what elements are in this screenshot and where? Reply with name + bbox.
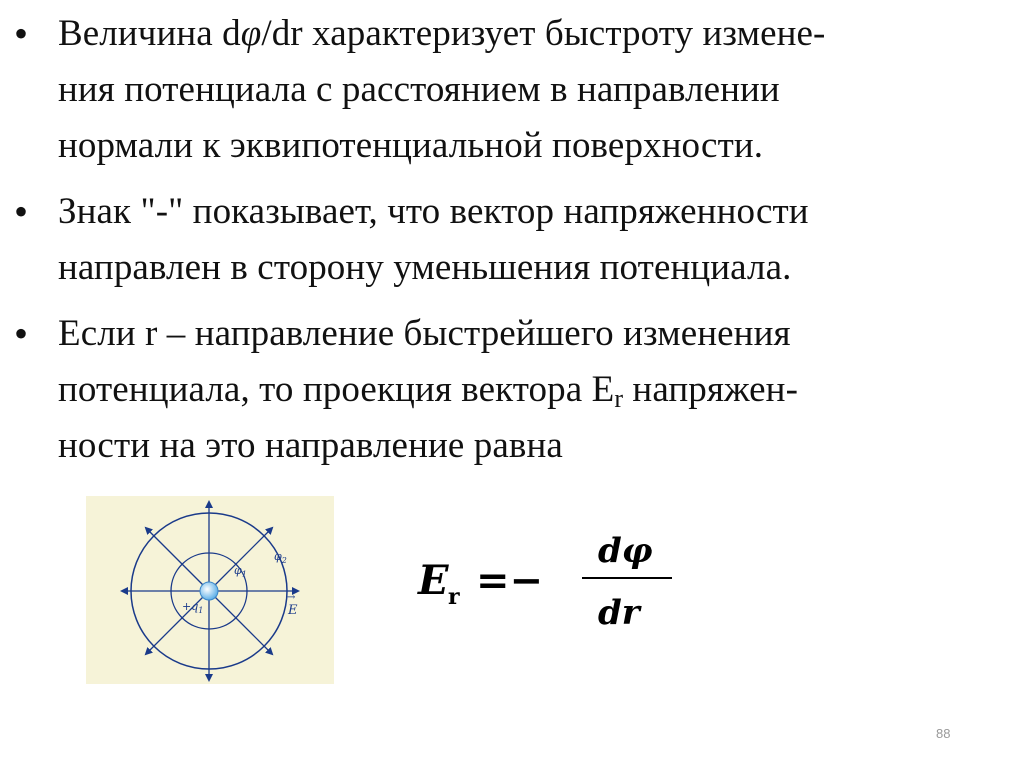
- field-projection-formula: [410, 520, 690, 640]
- field-line-down-right: [209, 591, 272, 654]
- text-line: нормали к эквипотенциальной поверхности.: [58, 125, 764, 166]
- subscript-r: r: [614, 384, 624, 413]
- phi-symbol: φ: [240, 13, 262, 54]
- field-line-up-left: [146, 528, 209, 591]
- formula-lhs-sub: r: [448, 584, 460, 610]
- formula-equals-minus: =−: [476, 557, 544, 604]
- page-number: 88: [936, 726, 951, 741]
- text-line: Величина dφ/dr характеризует быстроту измене-: [58, 13, 826, 54]
- bullet-marker: •: [14, 189, 29, 234]
- field-line-up-right: [209, 528, 272, 591]
- formula-denominator: dr: [598, 593, 640, 633]
- text-line: потенциала, то проекция вектора $E_r$ напряжен-: [58, 369, 799, 413]
- label-field-arrow: →: [287, 592, 296, 603]
- text-line: Знак "-" показывает, что вектор напряженности: [58, 191, 809, 232]
- bullet-item: [14, 184, 1014, 296]
- text-line: Если r – направление быстрейшего изменения: [58, 313, 791, 354]
- bullet-item: [14, 306, 1014, 474]
- formula-svg: [410, 520, 690, 640]
- label-phi1: $\varphi_1$: [234, 564, 247, 579]
- text-line: ности на это направление равна: [58, 425, 563, 466]
- equipotential-diagram: [86, 496, 334, 684]
- bullet-marker: •: [14, 311, 29, 356]
- label-phi2: $\varphi_2$: [274, 550, 287, 565]
- formula-lhs: E: [418, 557, 449, 604]
- text-line: ния потенциала с расстоянием в направлении: [58, 69, 780, 110]
- bullet-item: [14, 6, 1014, 174]
- text-line: направлен в сторону уменьшения потенциала.: [58, 247, 792, 288]
- field-line-down-left: [146, 591, 209, 654]
- point-charge: [200, 582, 218, 600]
- label-charge: $+q_1$: [182, 600, 204, 615]
- equipotential-diagram-svg: [86, 496, 334, 684]
- formula-numerator: dφ: [598, 531, 653, 571]
- label-field: E: [288, 603, 298, 618]
- bullet-marker: •: [14, 11, 29, 56]
